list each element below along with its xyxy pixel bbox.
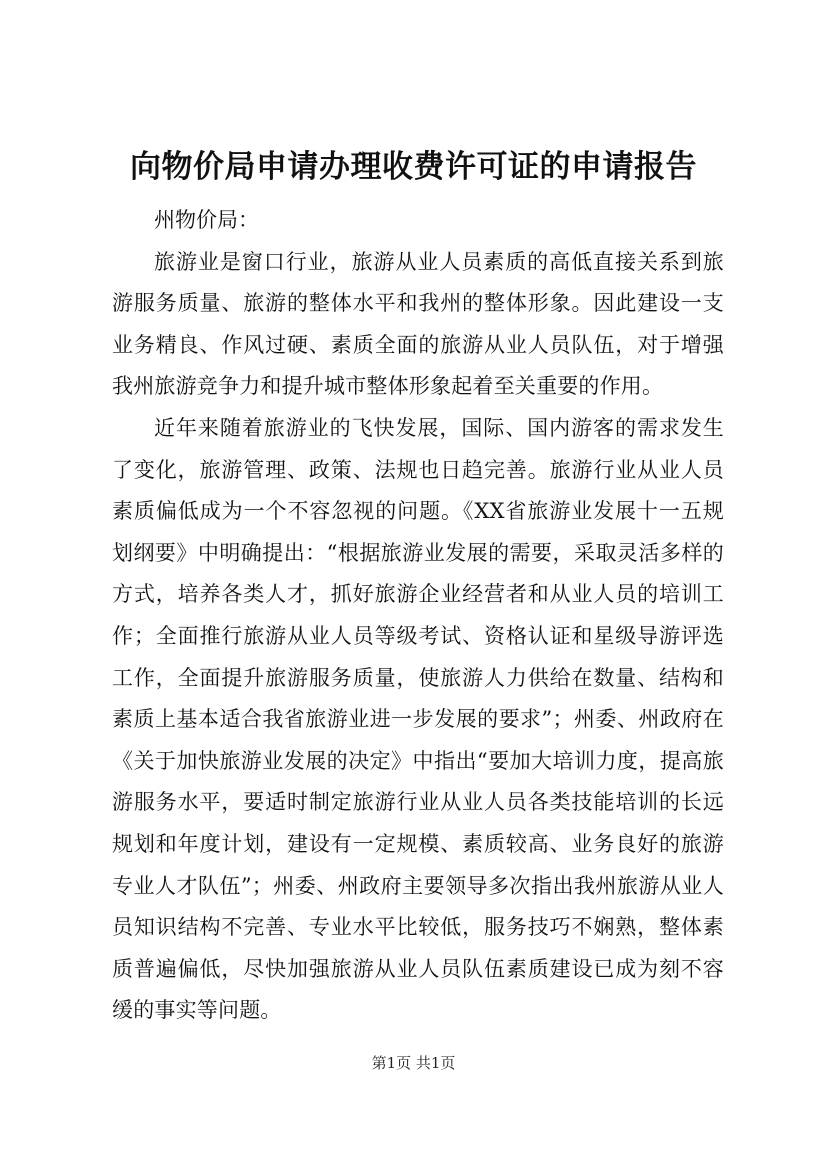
- page-number-footer: 第1页 共1页: [371, 1054, 456, 1072]
- paragraph-2: 近年来随着旅游业的飞快发展，国际、国内游客的需求发生了变化，旅游管理、政策、法规也日趋完善。旅游行业从业人员素质偏低成为一个不容忽视的问题。《XX省旅游业发展十一五规划纲要》中明确提出：“根据旅游业发展的需要，采取灵活多样的方式，培养各类人才，抓好旅游企业经营者和从业人员的培训工作；全面推行旅游从业人员等级考试、资格认证和星级导游评选工作，全面提升旅游服务质量，使旅游人力供给在数量、结构和素质上基本适合我省旅游业进一步发展的要求”；州委、州政府在《关于加快旅游业发展的决定》中指出“要加大培训力度，提高旅游服务水平，要适时制定旅游行业从业人员各类技能培训的长远规划和年度计划，建设有一定规模、素质较高、业务良好的旅游专业人才队伍”；州委、州政府主要领导多次指出我州旅游从业人员知识结构不完善、专业水平比较低，服务技巧不娴熟，整体素质普遍偏低，尽快加强旅游从业人员队伍素质建设已成为刻不容缓的事实等问题。: [112, 415, 724, 1023]
- paragraph-1: 旅游业是窗口行业，旅游从业人员素质的高低直接关系到旅游服务质量、旅游的整体水平和我州的整体形象。因此建设一支业务精良、作风过硬、素质全面的旅游从业人员队伍，对于增强我州旅游竞争力和提升城市整体形象起着至关重要的作用。: [112, 249, 724, 399]
- document-title: 向物价局申请办理收费许可证的申请报告: [130, 149, 697, 185]
- document-body: [112, 200, 724, 1032]
- salutation: 州物价局：: [154, 208, 259, 232]
